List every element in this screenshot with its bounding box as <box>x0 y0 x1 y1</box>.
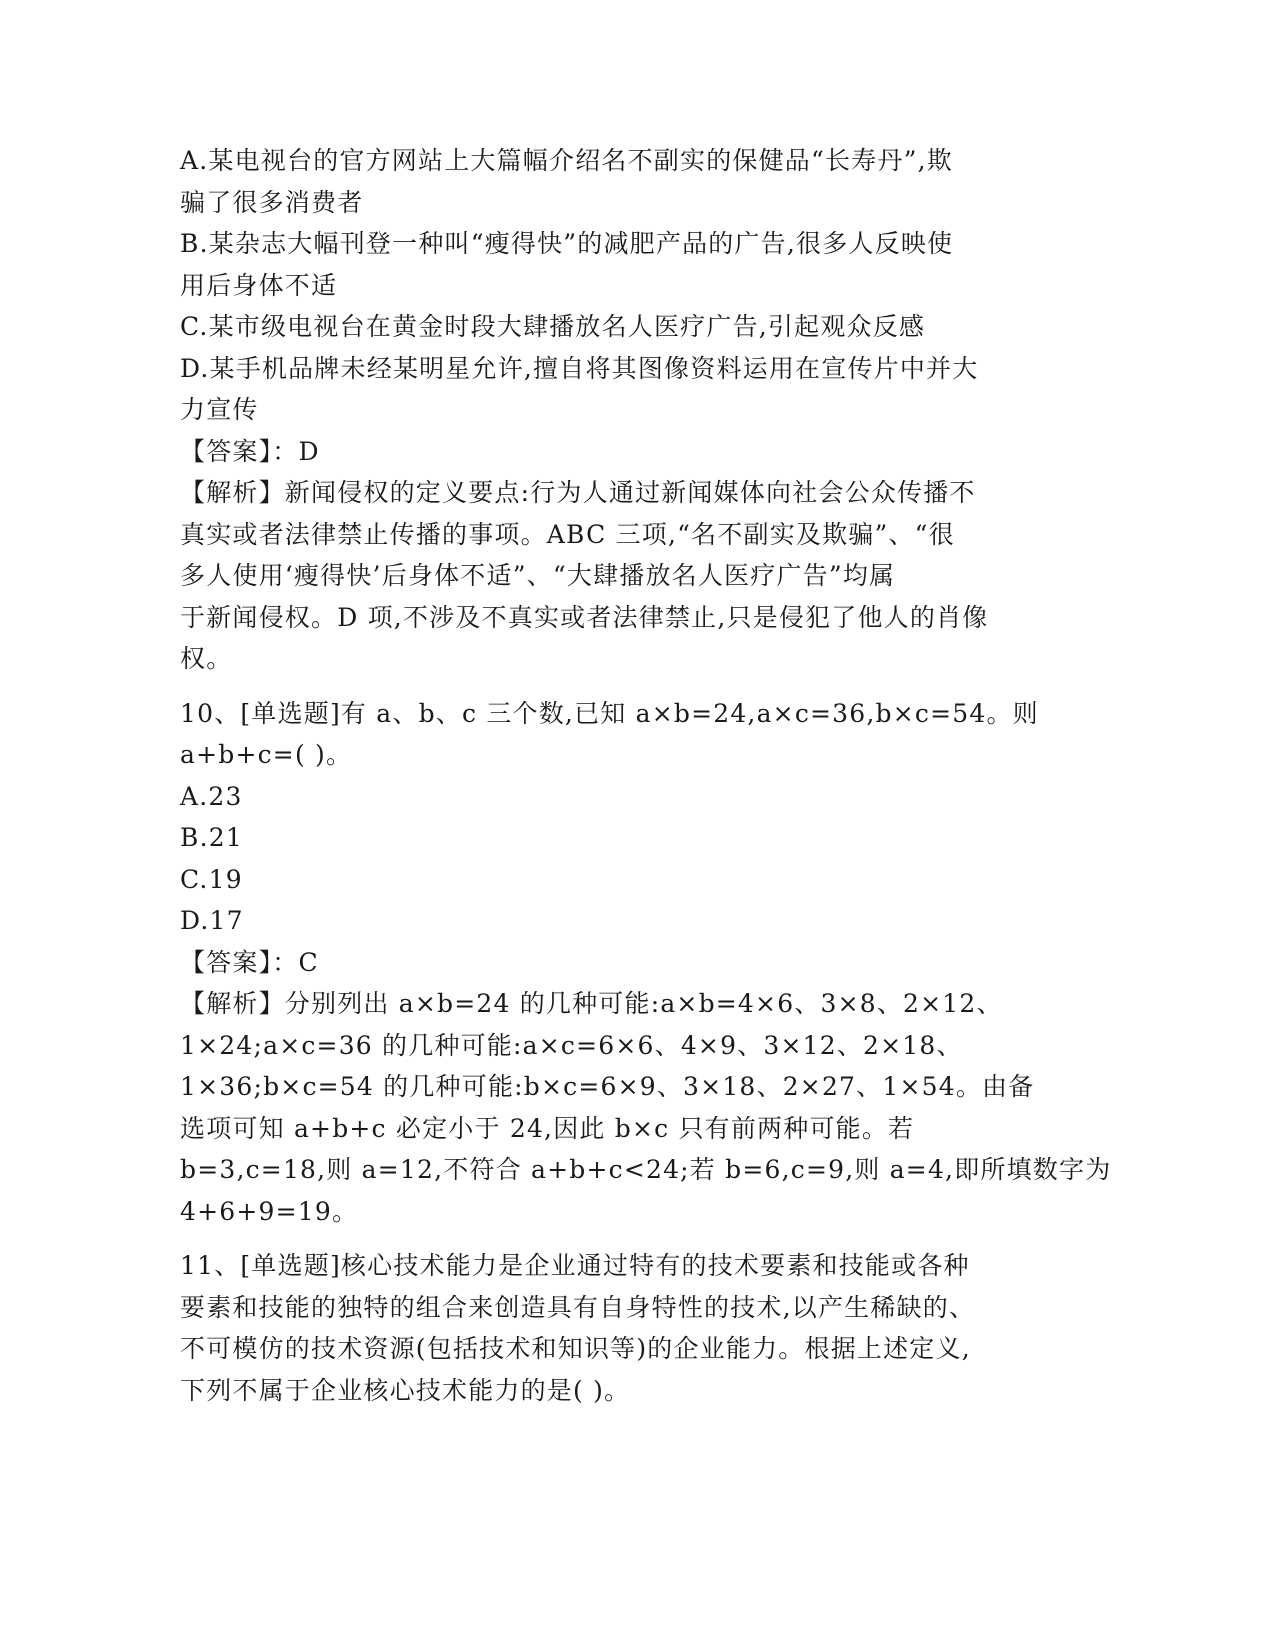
analysis-line-4: 选项可知 a+b+c 必定小于 24,因此 b×c 只有前两种可能。若 <box>180 1113 915 1143</box>
analysis-line-2: 1×24;a×c=36 的几种可能:a×c=6×6、4×9、3×12、2×18、 <box>180 1030 963 1060</box>
question-9-block <box>180 140 1040 680</box>
question-11-block <box>180 1245 1040 1411</box>
question-10-block <box>180 693 1112 1233</box>
option-b-line: B.21 <box>180 823 243 852</box>
answer-line: 【答案】：C <box>180 947 319 977</box>
analysis-line-1: 【解析】分别列出 a×b=24 的几种可能:a×b=4×6、3×8、2×12、 <box>180 989 1003 1018</box>
section-spacer <box>180 680 1040 693</box>
option-c-line: C.19 <box>180 864 243 894</box>
option-a-line-1: A.某电视台的官方网站上大篇幅介绍名不副实的保健品“长寿丹”,欺 <box>180 146 953 175</box>
question-stem-line-1: 11、[单选题]核心技术能力是企业通过特有的技术要素和技能或各种 <box>180 1251 970 1280</box>
analysis-line-3: 1×36;b×c=54 的几种可能:b×c=6×9、3×18、2×27、1×54。由备 <box>180 1072 1035 1101</box>
analysis-line-5: b=3,c=18,则 a=12,不符合 a+b+c<24;若 b=6,c=9,则 a=4,即所填数字为 <box>180 1155 1112 1184</box>
analysis-line-4: 于新闻侵权。D 项,不涉及不真实或者法律禁止,只是侵犯了他人的肖像 <box>180 602 989 632</box>
answer-line: 【答案】：D <box>180 436 320 466</box>
document-page <box>180 140 1112 1411</box>
analysis-line-2: 真实或者法律禁止传播的事项。ABC 三项,“名不副实及欺骗”、“很 <box>180 519 955 549</box>
section-spacer <box>180 1232 1040 1245</box>
analysis-line-6: 4+6+9=19。 <box>180 1196 359 1226</box>
option-d-line: D.17 <box>180 906 244 935</box>
question-stem-line-2: 要素和技能的独特的组合来创造具有自身特性的技术,以产生稀缺的、 <box>180 1292 976 1322</box>
analysis-line-1: 【解析】新闻侵权的定义要点:行为人通过新闻媒体向社会公众传播不 <box>180 478 976 507</box>
option-a-line: A.23 <box>180 781 243 811</box>
option-d-line-2: 力宣传 <box>180 395 259 424</box>
option-a-line-2: 骗了很多消费者 <box>180 187 364 217</box>
option-b-line-2: 用后身体不适 <box>180 270 338 300</box>
question-stem-line-1: 10、[单选题]有 a、b、c 三个数,已知 a×b=24,a×c=36,b×c=54。则 <box>180 698 1039 728</box>
question-stem-line-3: 不可模仿的技术资源(包括技术和知识等)的企业能力。根据上述定义, <box>180 1334 971 1363</box>
option-d-line-1: D.某手机品牌未经某明星允许,擅自将其图像资料运用在宣传片中并大 <box>180 353 979 383</box>
question-stem-line-4: 下列不属于企业核心技术能力的是( )。 <box>180 1375 631 1405</box>
analysis-line-3: 多人使用‘瘦得快’后身体不适”、“大肆播放名人医疗广告”均属 <box>180 561 896 590</box>
option-c-line: C.某市级电视台在黄金时段大肆播放名人医疗广告,引起观众反感 <box>180 312 926 341</box>
option-b-line-1: B.某杂志大幅刊登一种叫“瘦得快”的减肥产品的广告,很多人反映使 <box>180 229 954 258</box>
analysis-line-5: 权。 <box>180 644 233 673</box>
question-stem-line-2: a+b+c=( )。 <box>180 740 353 769</box>
